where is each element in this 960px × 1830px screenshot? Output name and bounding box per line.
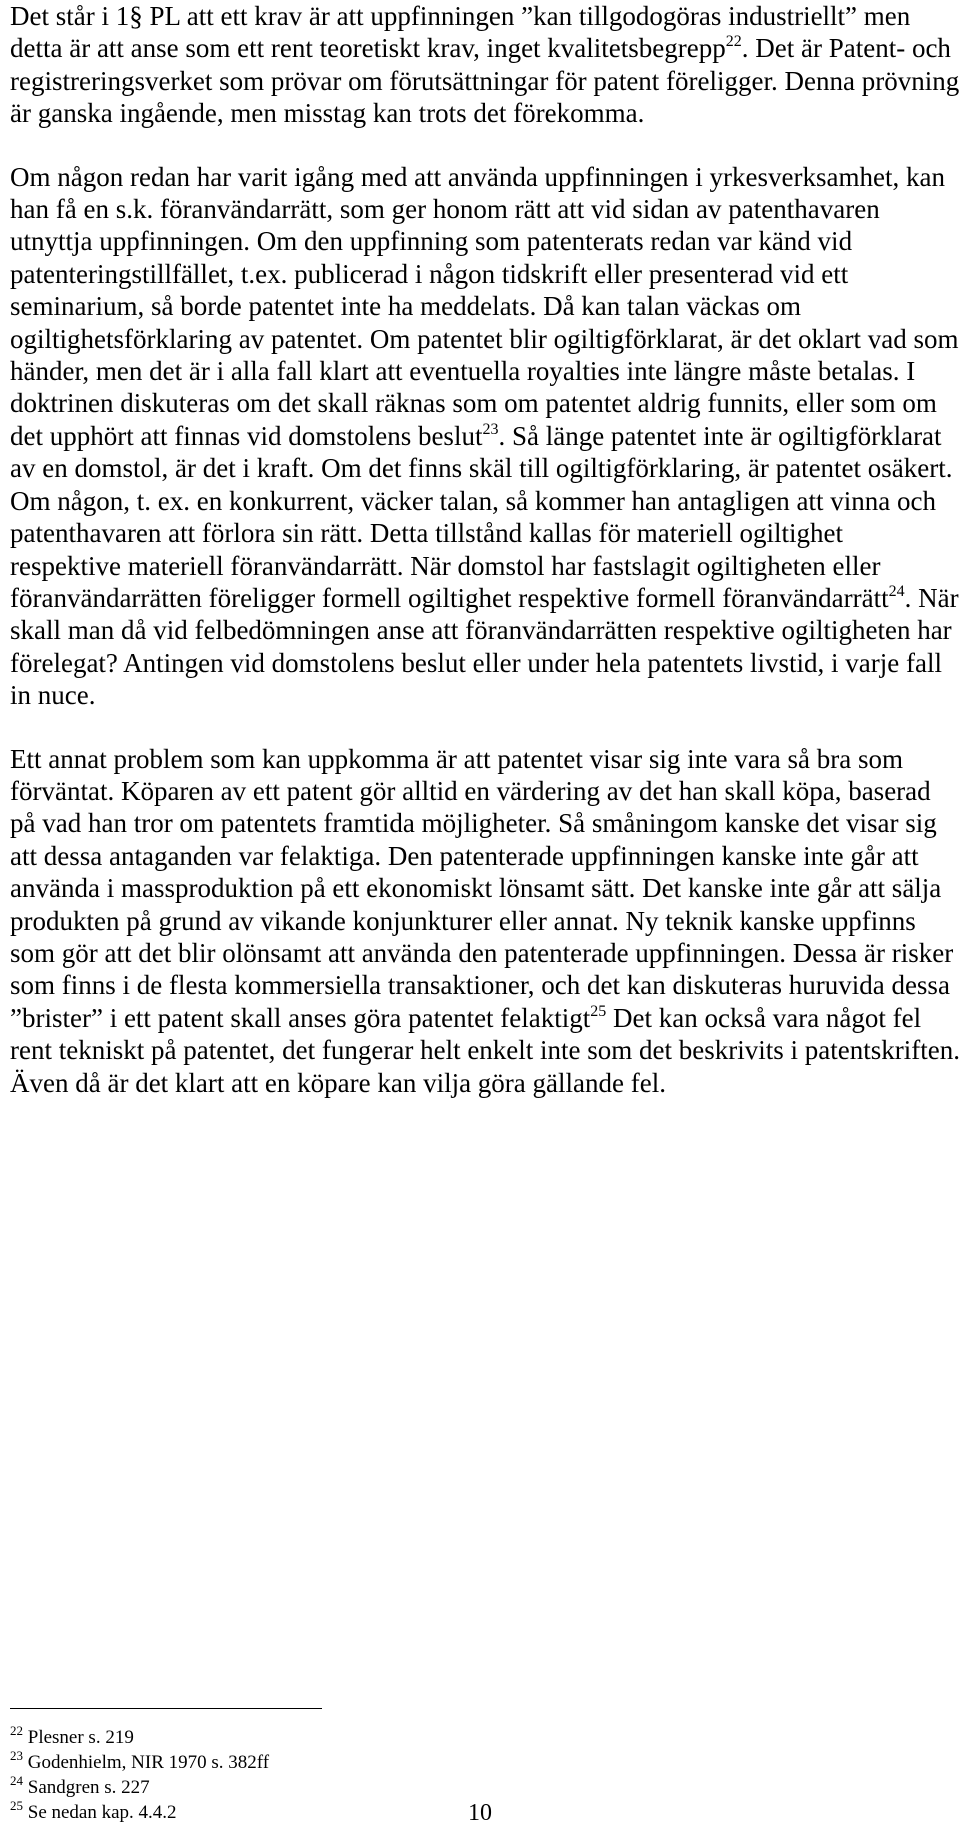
footnote-number: 25 [10,1798,23,1813]
footnote-ref-22: 22 [725,33,742,51]
footnote-text: Plesner s. 219 [23,1727,134,1748]
paragraph-prior-use-and-invalidity [10,161,960,712]
footnote-separator [10,1708,322,1709]
paragraph-text: Om någon redan har varit igång med att använda uppfinningen i yrkesverksamhet, kan han få en s.k. föranvändarrätt, som ger honom rätt att vid sidan av patenthavaren utnyttja uppfinningen. Om den uppfinning som patenterats redan var känd vid patenteringstillfället, t.ex. publicerad i någon tidskrift eller presenterad vid ett seminarium, så borde patentet inte ha meddelats. Då kan talan väckas om ogiltighetsförklaring av patentet. Om patentet blir ogiltigförklarat, är det oklart vad som händer, men det är i alla fall klart att eventuella royalties inte längre måste betalas. I doktrinen diskuteras om det skall räknas som om patentet aldrig funnits, eller som om det upphört att finnas vid domstolens beslut [10,161,959,451]
paragraph-text: Det kan också vara något fel rent tekniskt på patentet, det fungerar helt enkelt inte som det beskrivits i patentskriften. Även då är det klart att en köpare kan vilja göra gällande fel. [10,1002,960,1098]
footnote-text: Se nedan kap. 4.4.2 [23,1802,177,1823]
footnote-22 [10,1725,950,1750]
footnote-number: 22 [10,1723,23,1738]
paragraph-text: . Så länge patentet inte är ogiltigförklarat av en domstol, är det i kraft. Om det finns skäl till ogiltigförklaring, är patentet osäkert. Om någon, t. ex. en konkurrent, väcker talan, så kommer han antagligen att vinna och patenthavaren att förlora sin rätt. Detta tillstånd kallas för materiell ogiltighet respektive materiell föranvändarrätt. När domstol har fastslagit ogiltigheten eller föranvändarrätten föreligger formell ogiltighet respektive formell föranvändarrätt [10,420,953,613]
footnote-text: Godenhielm, NIR 1970 s. 382ff [23,1752,270,1773]
paragraph-text: Ett annat problem som kan uppkomma är att patentet visar sig inte vara så bra som förväntat. Köparen av ett patent gör alltid en värdering av det han skall köpa, baserad på vad han tror om patentets framtida möjligheter. Så småningom kanske det visar sig att dessa antaganden var felaktiga. Den patenterade uppfinningen kanske inte går att använda i massproduktion på ett ekonomiskt lönsamt sätt. Det kanske inte går att sälja produkten på grund av vikande konjunkturer eller annat. Ny teknik kanske uppfinns som gör att det blir olönsamt att använda den patenterade uppfinningen. Dessa är risker som finns i de flesta kommersiella transaktioner, och det kan diskuteras huruvida dessa ”brister” i ett patent skall anses göra patentet felaktigt [10,743,954,1033]
paragraph-industrial-applicability [10,0,960,130]
page-number: 10 [468,1800,492,1826]
footnote-number: 24 [10,1773,23,1788]
footnote-text: Sandgren s. 227 [23,1777,150,1798]
footnote-24 [10,1775,950,1800]
footnote-number: 23 [10,1748,23,1763]
paragraph-text: Det står i 1§ PL att ett krav är att uppfinningen ”kan tillgodogöras industriellt” men detta är att anse som ett rent teoretiskt krav, inget kvalitetsbegrepp [10,1,911,64]
footnote-ref-24: 24 [888,582,905,600]
paragraph-expectation-problem [10,743,960,1099]
footnote-ref-23: 23 [482,420,499,438]
paragraph-text: . När skall man då vid felbedömningen anse att föranvändarrätten respektive ogiltigheten har förelegat? Antingen vid domstolens beslut eller under hela patentets livstid, i varje fall in nuce. [10,582,959,711]
paragraph-text: . Det är Patent- och registreringsverket som prövar om förutsättningar för patent föreligger. Denna prövning är ganska ingående, men misstag kan trots det förekomma. [10,33,960,129]
footnote-ref-25: 25 [590,1002,607,1020]
footnote-23 [10,1750,950,1775]
body-text [10,0,960,1099]
